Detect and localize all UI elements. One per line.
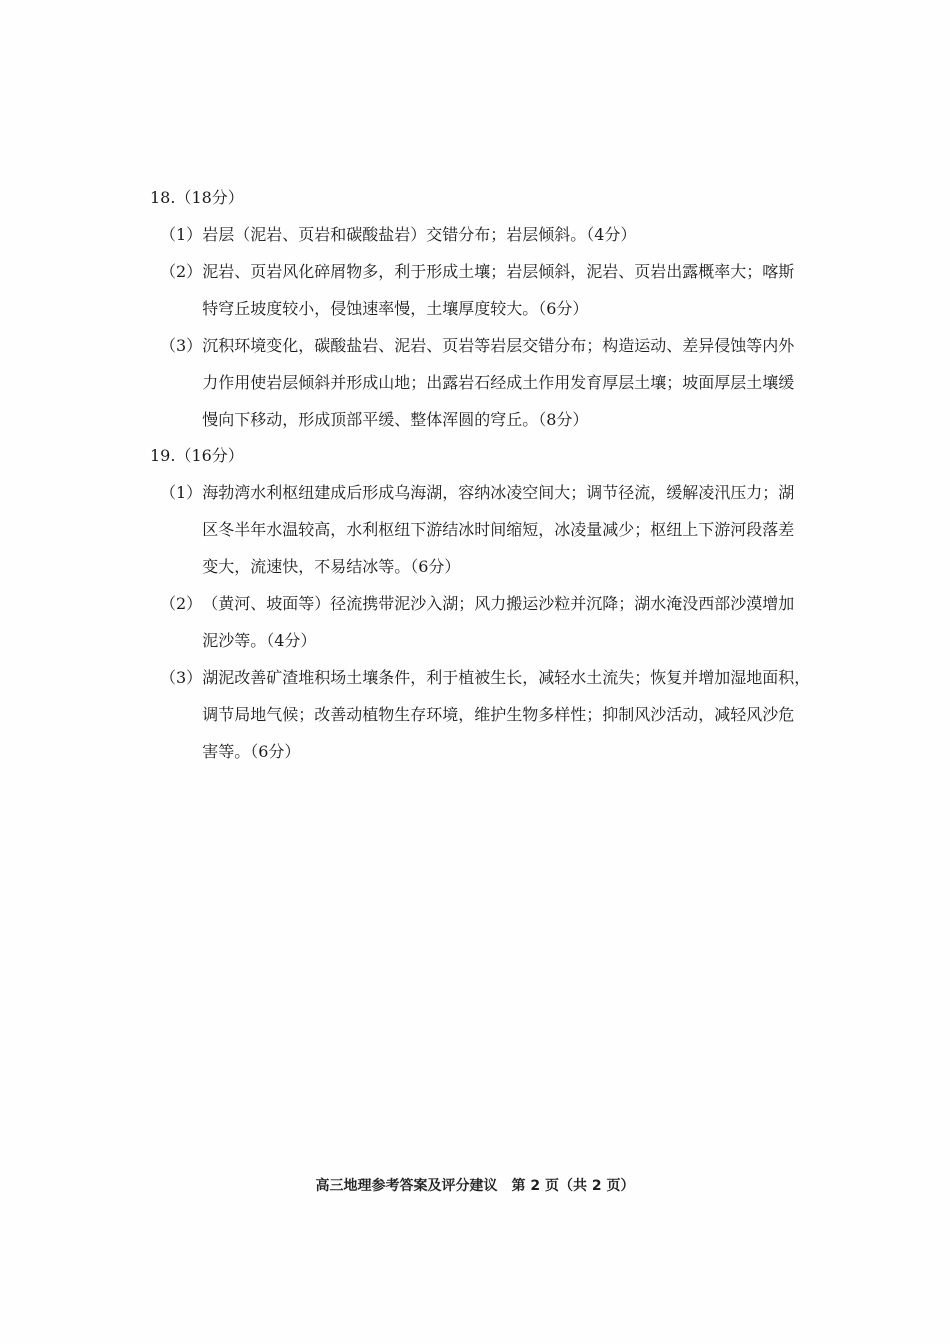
q18-part-3 — [160, 327, 810, 438]
q19-part-3-body — [202, 659, 810, 770]
answer-line: 慢向下移动，形成顶部平缓、整体浑圆的穹丘。（8分） — [202, 410, 589, 429]
q18-part-1-number: （1） — [160, 225, 203, 244]
answer-line: 沉积环境变化，碳酸盐岩、泥岩、页岩等岩层交错分布；构造运动、差异侵蚀等内外 — [202, 336, 795, 355]
answer-line: 岩层（泥岩、页岩和碳酸盐岩）交错分布；岩层倾斜。（4分） — [202, 225, 637, 244]
answer-line: 海勃湾水利枢纽建成后形成乌海湖，容纳冰凌空间大；调节径流，缓解凌汛压力；湖 — [202, 483, 795, 502]
q18-part-1-body — [202, 216, 636, 253]
answer-line: （黄河、坡面等）径流携带泥沙入湖；风力搬运沙粒并沉降；湖水淹没西部沙漠增加 — [202, 594, 795, 613]
q18-part-2-body — [202, 253, 794, 327]
q19-part-2-body — [202, 585, 794, 659]
q19-part-3-number: （3） — [160, 668, 203, 687]
q19-part-3 — [160, 659, 810, 770]
q19-part-1 — [160, 474, 810, 585]
q18-part-3-number: （3） — [160, 336, 203, 355]
question-19-heading: 19.（16分） — [150, 446, 244, 465]
question-18-heading: 18.（18分） — [150, 188, 244, 207]
q18-part-3-body — [202, 327, 794, 438]
answer-line: 泥沙等。（4分） — [202, 631, 317, 650]
q19-part-1-number: （1） — [160, 483, 203, 502]
q19-part-2 — [160, 585, 810, 659]
answer-line: 泥岩、页岩风化碎屑物多，利于形成土壤；岩层倾斜，泥岩、页岩出露概率大；喀斯 — [202, 262, 795, 281]
answer-line: 调节局地气候；改善动植物生存环境，维护生物多样性；抑制风沙活动，减轻风沙危 — [202, 705, 795, 724]
answer-line: 区冬半年水温较高，水利枢纽下游结冰时间缩短，冰凌量减少；枢纽上下游河段落差 — [202, 520, 795, 539]
q18-part-1 — [160, 216, 810, 253]
answer-content — [150, 180, 810, 770]
page-footer: 高三地理参考答案及评分建议 第 2 页（共 2 页） — [315, 1178, 635, 1194]
q18-part-2-number: （2） — [160, 262, 203, 281]
q19-part-2-number: （2） — [160, 594, 203, 613]
q18-part-2 — [160, 253, 810, 327]
answer-line: 变大，流速快，不易结冰等。（6分） — [202, 557, 461, 576]
answer-line: 害等。（6分） — [202, 742, 301, 761]
answer-line: 特穹丘坡度较小，侵蚀速率慢，土壤厚度较大。（6分） — [202, 299, 589, 318]
answer-line: 力作用使岩层倾斜并形成山地；出露岩石经成土作用发育厚层土壤；坡面厚层土壤缓 — [202, 373, 795, 392]
q19-part-1-body — [202, 474, 794, 585]
answer-line: 湖泥改善矿渣堆积场土壤条件，利于植被生长，减轻水土流失；恢复并增加湿地面积， — [202, 668, 811, 687]
